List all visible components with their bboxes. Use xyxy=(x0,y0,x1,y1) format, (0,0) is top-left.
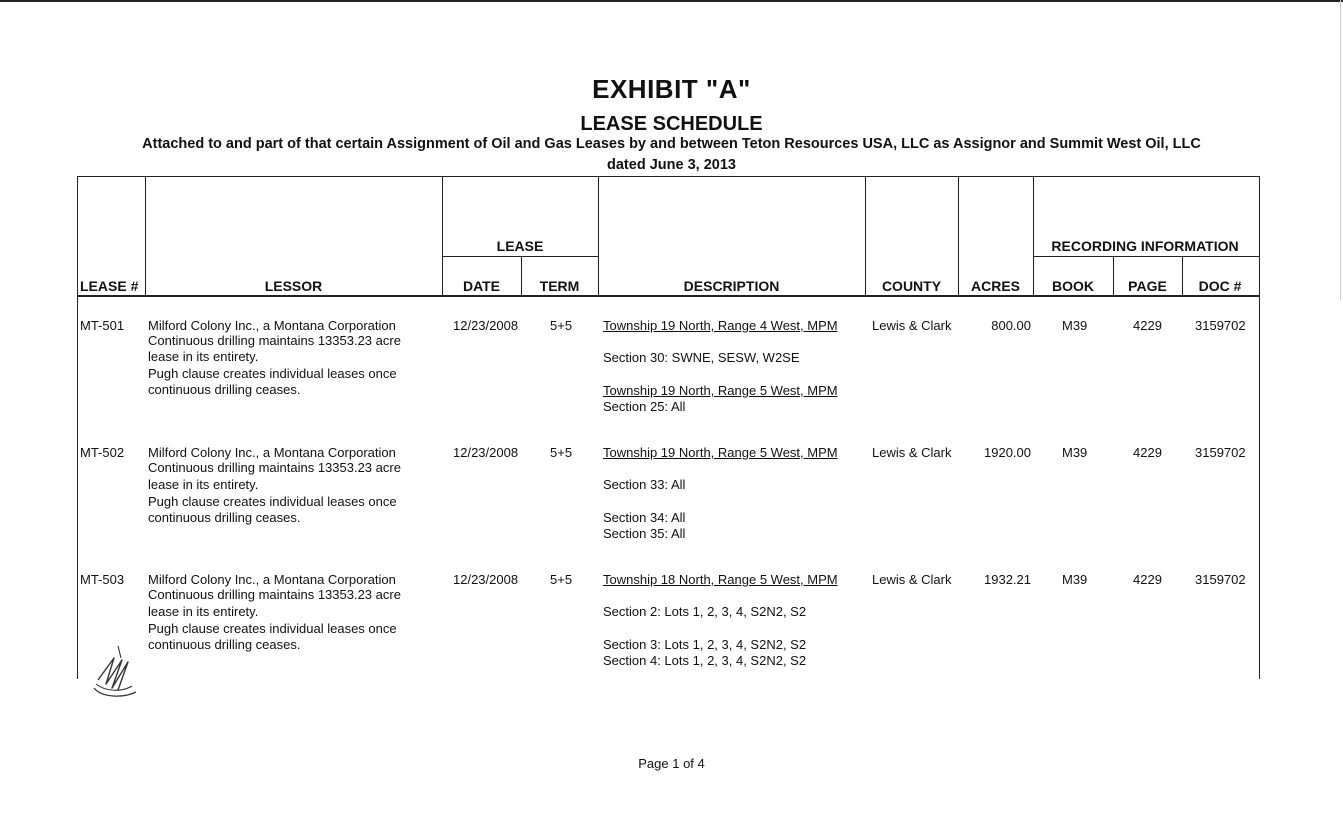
description-section: Section 4: Lots 1, 2, 3, 4, S2N2, S2 xyxy=(603,653,807,668)
lease-date: 12/23/2008 xyxy=(453,318,519,333)
lease-no: MT-501 xyxy=(80,318,125,333)
dated-line: dated June 3, 2013 xyxy=(607,157,736,173)
description-section: Section 34: All xyxy=(603,510,686,525)
description-section: Section 25: All xyxy=(603,399,686,414)
book: M39 xyxy=(1062,572,1088,587)
description-section: Section 33: All xyxy=(603,477,686,492)
doc-header: DOC # xyxy=(1198,278,1242,294)
lessor-line: Milford Colony Inc., a Montana Corporation xyxy=(148,318,396,333)
county-header: COUNTY xyxy=(881,278,942,294)
county: Lewis & Clark xyxy=(872,445,952,460)
date-header: DATE xyxy=(462,278,501,294)
lessor-line: Pugh clause creates individual leases once xyxy=(148,494,397,509)
term-header: TERM xyxy=(539,278,580,294)
lessor-line: continuous drilling ceases. xyxy=(148,510,301,525)
doc-number: 3159702 xyxy=(1195,318,1246,333)
lease-term: 5+5 xyxy=(550,445,573,460)
description-township: Township 19 North, Range 5 West, MPM xyxy=(603,383,838,398)
header-bottom-line xyxy=(78,295,1259,297)
lessor-line: lease in its entirety. xyxy=(148,604,259,619)
lessor-header: LESSOR xyxy=(264,278,323,294)
lessor-line: lease in its entirety. xyxy=(148,349,259,364)
book: M39 xyxy=(1062,445,1088,460)
lessor-line: Continuous drilling maintains 13353.23 acre xyxy=(148,333,401,348)
description-township: Township 19 North, Range 5 West, MPM xyxy=(603,445,838,460)
lessor-line: continuous drilling ceases. xyxy=(148,382,301,397)
page: 4229 xyxy=(1133,445,1162,460)
lessor-line: Continuous drilling maintains 13353.23 acre xyxy=(148,460,401,475)
description-section: Section 2: Lots 1, 2, 3, 4, S2N2, S2 xyxy=(603,604,807,619)
lease-no: MT-503 xyxy=(80,572,125,587)
attached-statement: Attached to and part of that certain Assignment of Oil and Gas Leases by and between Teton Resources USA, LLC as Assignor and Summit West Oil, LLC xyxy=(142,136,1201,152)
recording-group-divider xyxy=(1033,256,1259,257)
book: M39 xyxy=(1062,318,1088,333)
county: Lewis & Clark xyxy=(872,318,952,333)
lease-group-header: LEASE xyxy=(496,238,544,254)
lease-date: 12/23/2008 xyxy=(453,445,519,460)
county: Lewis & Clark xyxy=(872,572,952,587)
doc-number: 3159702 xyxy=(1195,572,1246,587)
acres: 1932.21 xyxy=(984,572,1031,587)
description-section: Section 35: All xyxy=(603,526,686,541)
page: 4229 xyxy=(1133,572,1162,587)
acres: 1920.00 xyxy=(984,445,1031,460)
acres: 800.00 xyxy=(991,318,1031,333)
lessor-line: Milford Colony Inc., a Montana Corporation xyxy=(148,445,396,460)
description-section: Section 3: Lots 1, 2, 3, 4, S2N2, S2 xyxy=(603,637,807,652)
description-township: Township 19 North, Range 4 West, MPM xyxy=(603,318,838,333)
lease-group-divider xyxy=(442,256,598,257)
schedule-title: LEASE SCHEDULE xyxy=(580,113,763,135)
doc-number: 3159702 xyxy=(1195,445,1246,460)
acres-header: ACRES xyxy=(970,278,1020,294)
page: 4229 xyxy=(1133,318,1162,333)
lease-term: 5+5 xyxy=(550,318,573,333)
book-header: BOOK xyxy=(1052,278,1094,294)
description-header: DESCRIPTION xyxy=(683,278,780,294)
lessor-line: Milford Colony Inc., a Montana Corporation xyxy=(148,572,396,587)
lease-term: 5+5 xyxy=(550,572,573,587)
lessor-line: Pugh clause creates individual leases once xyxy=(148,366,397,381)
lessor-line: continuous drilling ceases. xyxy=(148,637,301,652)
top-border-line xyxy=(0,0,1343,2)
lessor-line: lease in its entirety. xyxy=(148,477,259,492)
page-number: Page 1 of 4 xyxy=(638,756,705,771)
lease-no: MT-502 xyxy=(80,445,125,460)
page-header: PAGE xyxy=(1128,278,1167,294)
description-township: Township 18 North, Range 5 West, MPM xyxy=(603,572,838,587)
handwritten-initials-mark xyxy=(88,640,144,698)
description-section: Section 30: SWNE, SESW, W2SE xyxy=(603,350,800,365)
lessor-line: Continuous drilling maintains 13353.23 acre xyxy=(148,587,401,602)
recording-group-header: RECORDING INFORMATION xyxy=(1051,238,1239,254)
lease-date: 12/23/2008 xyxy=(453,572,519,587)
lessor-line: Pugh clause creates individual leases once xyxy=(148,621,397,636)
lease-no-header: LEASE # xyxy=(80,278,139,294)
exhibit-title: EXHIBIT "A" xyxy=(592,74,751,104)
